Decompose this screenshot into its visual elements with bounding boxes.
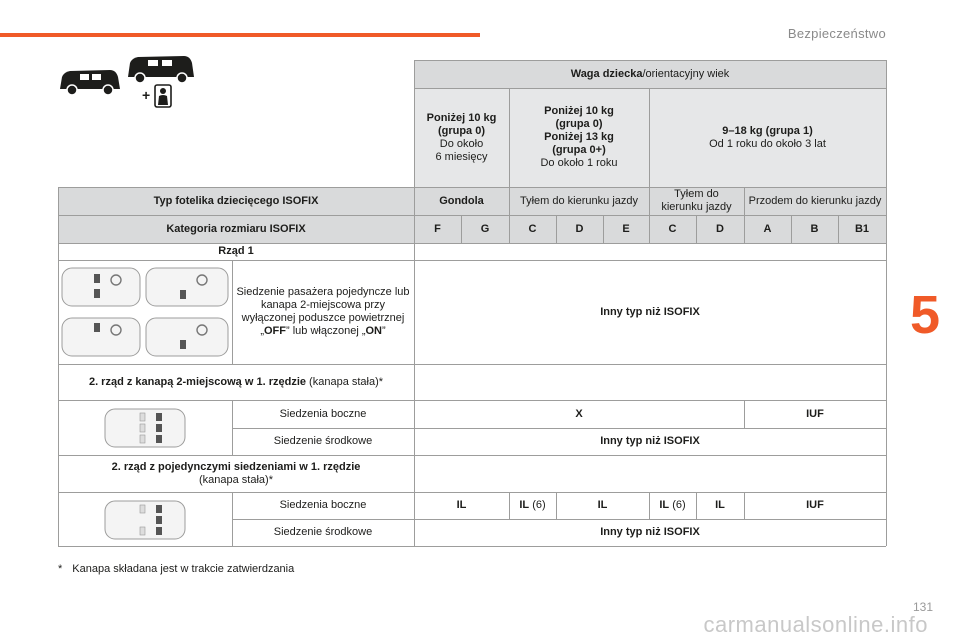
row2b-middle-label: Siedzenie środkowe xyxy=(273,526,373,538)
grid-line xyxy=(58,243,886,244)
seat-type-rear-2: Tyłem do kierunku jazdy xyxy=(649,187,744,215)
grid-line xyxy=(649,88,650,243)
grid-line xyxy=(414,88,886,89)
row2b-middle-value: Inny typ niż ISOFIX xyxy=(600,526,700,538)
grid-line xyxy=(886,60,887,546)
size-label: Kategoria rozmiaru ISOFIX xyxy=(58,215,414,243)
svg-text:+: + xyxy=(142,87,151,103)
row2b-value-5: IL xyxy=(715,499,725,511)
row1-label: Rząd 1 xyxy=(218,245,254,257)
grid-line xyxy=(509,88,510,243)
footnote-text: Kanapa składana jest w trakcie zatwierdzania xyxy=(72,563,295,575)
row2a-side-value-iuf: IUF xyxy=(806,407,824,420)
grid-line xyxy=(744,187,745,243)
footnote-star: * xyxy=(58,563,63,575)
size-B1: B1 xyxy=(838,215,886,243)
row2a-side-value-x: X xyxy=(575,407,583,420)
group-0plus-cell: Poniżej 10 kg (grupa 0) Poniżej 13 kg (grupa 0+) Do około 1 roku xyxy=(509,88,649,187)
grid-line xyxy=(461,215,462,243)
group-0-cell: Poniżej 10 kg (grupa 0) Do około 6 miesięcy xyxy=(414,88,509,187)
weight-header-bold: Waga dziecka xyxy=(570,67,643,80)
seat-type-label: Typ fotelika dziecięcego ISOFIX xyxy=(58,187,414,215)
row2b-value-3: IL xyxy=(597,499,608,511)
grid-line xyxy=(58,260,886,261)
footnote xyxy=(58,563,294,575)
grid-line xyxy=(556,492,557,519)
group-1-cell: 9–18 kg (grupa 1) Od 1 roku do około 3 lat xyxy=(649,88,886,187)
size-E: E xyxy=(603,215,649,243)
grid-line xyxy=(58,364,886,365)
row2b-seat-diagram xyxy=(104,500,186,540)
grid-line xyxy=(414,60,415,546)
weight-header xyxy=(414,60,886,88)
row2b-side-label: Siedzenia boczne xyxy=(279,499,367,511)
size-G: G xyxy=(461,215,509,243)
row2a-side-label: Siedzenia boczne xyxy=(279,407,367,420)
grid-line xyxy=(414,60,886,61)
grid-line xyxy=(696,215,697,243)
grid-line xyxy=(232,519,886,520)
seat-type-forward: Przodem do kierunku jazdy xyxy=(744,187,886,215)
grid-line xyxy=(649,492,650,519)
row1-seat-diagrams xyxy=(60,266,230,358)
grid-line xyxy=(58,546,886,547)
grid-line xyxy=(696,492,697,519)
row2b-value-4: IL (6) xyxy=(659,499,686,511)
row2a-label: 2. rząd z kanapą 2-miejscową w 1. rzędzie (kanapa stała)* xyxy=(88,375,384,388)
grid-line xyxy=(556,215,557,243)
grid-line xyxy=(603,215,604,243)
size-B: B xyxy=(791,215,838,243)
grid-line xyxy=(58,492,886,493)
row1-value: Inny typ niż ISOFIX xyxy=(600,305,700,318)
grid-line xyxy=(58,455,886,456)
weight-header-rest: /orientacyjny wiek xyxy=(642,67,730,80)
row2a-seat-diagram xyxy=(104,408,186,448)
size-F: F xyxy=(414,215,461,243)
grid-line xyxy=(232,260,233,364)
grid-line xyxy=(232,428,886,429)
grid-line xyxy=(232,492,233,546)
seat-type-rear-1: Tyłem do kierunku jazdy xyxy=(509,187,649,215)
row2b-label: 2. rząd z pojedynczymi siedzeniami w 1. rzędzie (kanapa stała)* xyxy=(111,460,361,486)
seat-type-gondola: Gondola xyxy=(414,187,509,215)
grid-line xyxy=(791,215,792,243)
section-title: Bezpieczeństwo xyxy=(787,26,886,41)
size-A: A xyxy=(744,215,791,243)
grid-line xyxy=(509,492,510,519)
chapter-number: 5 xyxy=(909,285,940,345)
watermark: carmanualsonline.info xyxy=(703,612,928,637)
grid-line xyxy=(58,187,59,546)
row2b-value-2: IL (6) xyxy=(519,499,546,511)
van-isofix-icon xyxy=(58,55,218,109)
page-number: 131 xyxy=(912,600,933,614)
size-D: D xyxy=(556,215,603,243)
row2a-middle-label: Siedzenie środkowe xyxy=(273,435,373,447)
row2a-middle-value: Inny typ niż ISOFIX xyxy=(600,435,700,447)
grid-line xyxy=(58,215,886,216)
grid-line xyxy=(58,400,886,401)
grid-line xyxy=(744,492,745,519)
grid-line xyxy=(58,187,886,188)
size-C-2: C xyxy=(649,215,696,243)
top-accent-bar xyxy=(0,33,480,37)
grid-line xyxy=(232,400,233,455)
row1-seat-description: Siedzenie pasażera pojedyncze lub kanapa 2-miejscowa przy wyłączonej poduszce powietrznej „OFF” lub włączonej „ON” xyxy=(236,286,410,337)
grid-line xyxy=(744,400,745,428)
row2b-value-6: IUF xyxy=(806,499,824,511)
size-C: C xyxy=(509,215,556,243)
row2b-value-1: IL xyxy=(456,499,467,511)
grid-line xyxy=(838,215,839,243)
size-D-2: D xyxy=(696,215,744,243)
